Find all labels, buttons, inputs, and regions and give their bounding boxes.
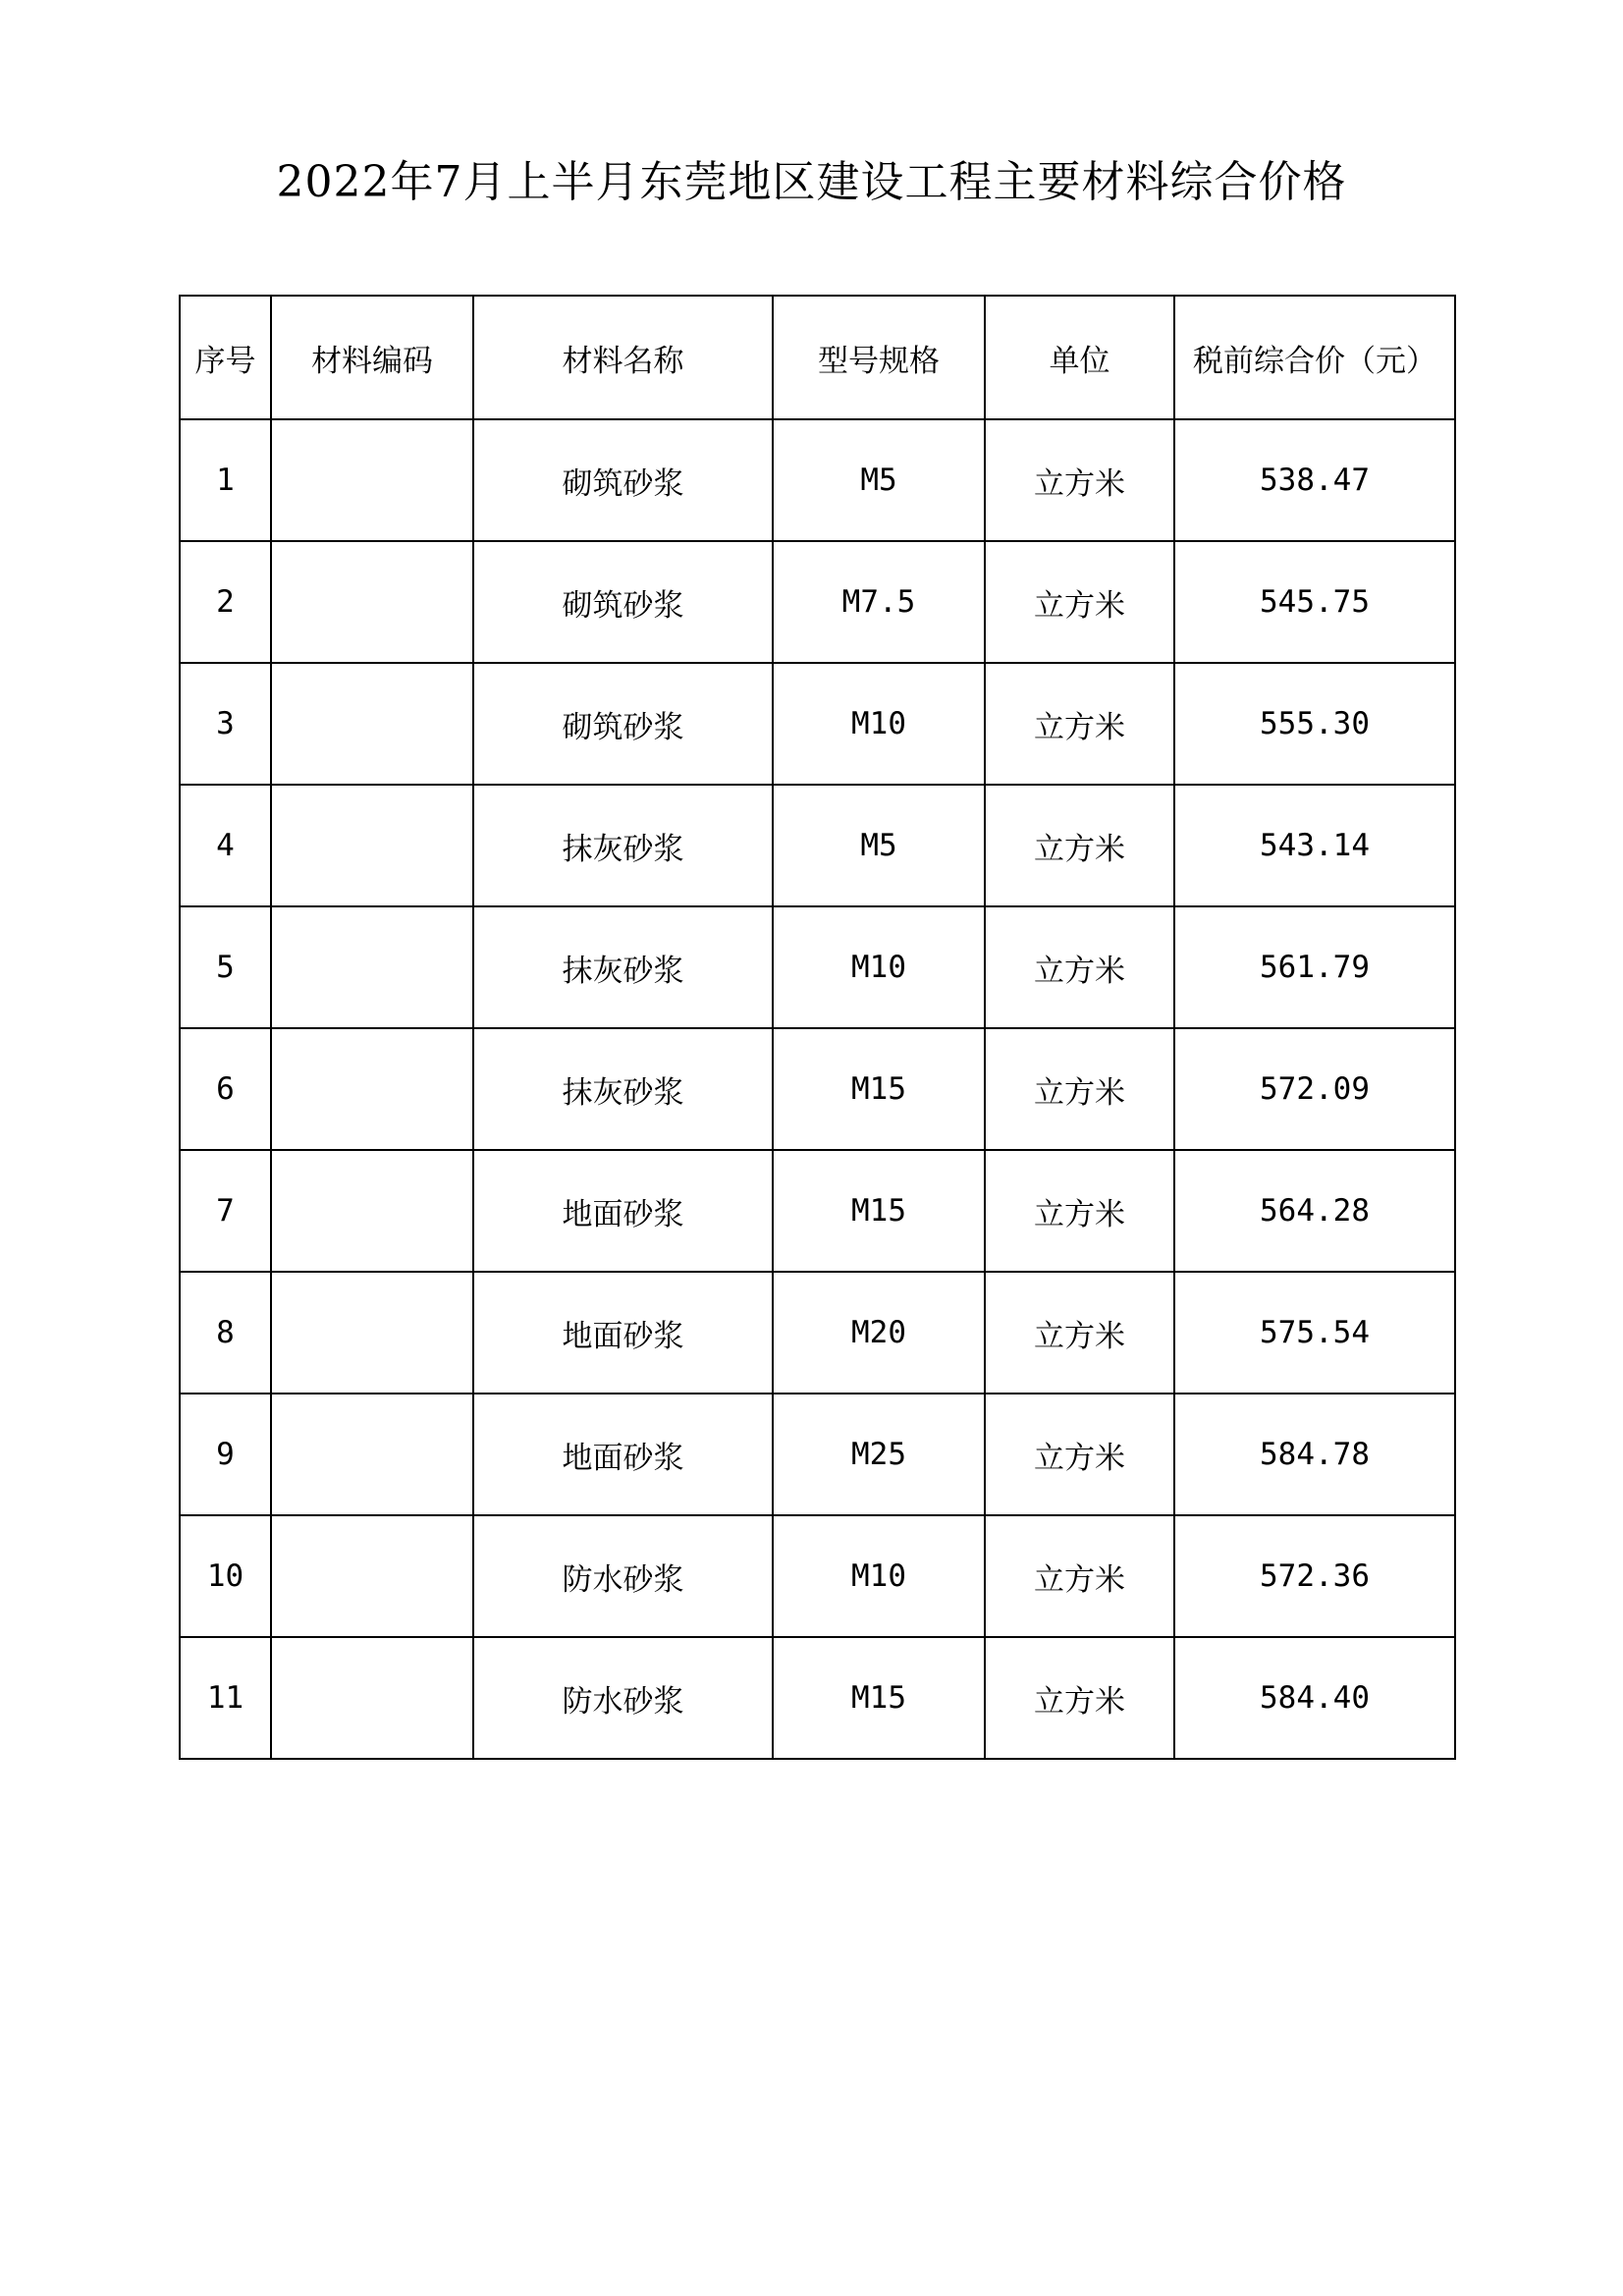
cell-unit: 立方米: [985, 1028, 1174, 1150]
cell-material-code: [271, 1394, 473, 1515]
cell-unit: 立方米: [985, 1272, 1174, 1394]
cell-material-name: 地面砂浆: [473, 1394, 773, 1515]
cell-model-spec: M5: [773, 785, 985, 906]
table-row: [180, 1272, 1455, 1394]
cell-model-spec: M10: [773, 663, 985, 785]
cell-serial-number: 1: [180, 419, 271, 541]
cell-pretax-price: 545.75: [1174, 541, 1455, 663]
cell-unit: 立方米: [985, 1515, 1174, 1637]
cell-unit: 立方米: [985, 1150, 1174, 1272]
header-model-spec: 型号规格: [773, 296, 985, 419]
price-table: [179, 295, 1456, 1760]
cell-material-code: [271, 785, 473, 906]
cell-model-spec: M10: [773, 906, 985, 1028]
cell-pretax-price: 584.78: [1174, 1394, 1455, 1515]
header-pretax-price: 税前综合价（元）: [1174, 296, 1455, 419]
cell-unit: 立方米: [985, 785, 1174, 906]
cell-pretax-price: 584.40: [1174, 1637, 1455, 1759]
table-row: [180, 1394, 1455, 1515]
cell-material-code: [271, 1150, 473, 1272]
table-body: [180, 419, 1455, 1759]
cell-pretax-price: 538.47: [1174, 419, 1455, 541]
table-row: [180, 1150, 1455, 1272]
cell-model-spec: M20: [773, 1272, 985, 1394]
cell-pretax-price: 561.79: [1174, 906, 1455, 1028]
cell-serial-number: 3: [180, 663, 271, 785]
cell-pretax-price: 572.36: [1174, 1515, 1455, 1637]
cell-model-spec: M15: [773, 1150, 985, 1272]
table-row: [180, 663, 1455, 785]
cell-model-spec: M7.5: [773, 541, 985, 663]
cell-material-name: 抹灰砂浆: [473, 785, 773, 906]
cell-material-name: 抹灰砂浆: [473, 1028, 773, 1150]
cell-pretax-price: 564.28: [1174, 1150, 1455, 1272]
cell-material-name: 地面砂浆: [473, 1272, 773, 1394]
cell-pretax-price: 543.14: [1174, 785, 1455, 906]
cell-model-spec: M15: [773, 1637, 985, 1759]
cell-material-name: 防水砂浆: [473, 1515, 773, 1637]
header-serial-number: 序号: [180, 296, 271, 419]
cell-model-spec: M10: [773, 1515, 985, 1637]
cell-material-code: [271, 1272, 473, 1394]
cell-model-spec: M25: [773, 1394, 985, 1515]
cell-serial-number: 7: [180, 1150, 271, 1272]
header-material-code: 材料编码: [271, 296, 473, 419]
cell-serial-number: 5: [180, 906, 271, 1028]
cell-model-spec: M5: [773, 419, 985, 541]
cell-pretax-price: 575.54: [1174, 1272, 1455, 1394]
cell-material-code: [271, 1515, 473, 1637]
cell-unit: 立方米: [985, 1637, 1174, 1759]
table-row: [180, 1028, 1455, 1150]
cell-pretax-price: 572.09: [1174, 1028, 1455, 1150]
cell-serial-number: 10: [180, 1515, 271, 1637]
table-header-row: [180, 296, 1455, 419]
cell-unit: 立方米: [985, 1394, 1174, 1515]
cell-material-name: 防水砂浆: [473, 1637, 773, 1759]
cell-pretax-price: 555.30: [1174, 663, 1455, 785]
table-row: [180, 1637, 1455, 1759]
cell-serial-number: 8: [180, 1272, 271, 1394]
table-row: [180, 1515, 1455, 1637]
cell-serial-number: 9: [180, 1394, 271, 1515]
cell-material-code: [271, 419, 473, 541]
cell-material-name: 砌筑砂浆: [473, 663, 773, 785]
cell-material-name: 地面砂浆: [473, 1150, 773, 1272]
cell-serial-number: 2: [180, 541, 271, 663]
cell-material-code: [271, 541, 473, 663]
cell-material-name: 抹灰砂浆: [473, 906, 773, 1028]
page-title: 2022年7月上半月东莞地区建设工程主要材料综合价格: [276, 157, 1347, 207]
cell-material-name: 砌筑砂浆: [473, 419, 773, 541]
table-row: [180, 419, 1455, 541]
cell-material-code: [271, 1028, 473, 1150]
cell-unit: 立方米: [985, 419, 1174, 541]
cell-serial-number: 11: [180, 1637, 271, 1759]
cell-unit: 立方米: [985, 541, 1174, 663]
cell-serial-number: 6: [180, 1028, 271, 1150]
cell-material-name: 砌筑砂浆: [473, 541, 773, 663]
table-row: [180, 906, 1455, 1028]
cell-serial-number: 4: [180, 785, 271, 906]
cell-material-code: [271, 663, 473, 785]
cell-unit: 立方米: [985, 906, 1174, 1028]
cell-material-code: [271, 1637, 473, 1759]
cell-material-code: [271, 906, 473, 1028]
cell-model-spec: M15: [773, 1028, 985, 1150]
table-row: [180, 785, 1455, 906]
cell-unit: 立方米: [985, 663, 1174, 785]
header-unit: 单位: [985, 296, 1174, 419]
header-material-name: 材料名称: [473, 296, 773, 419]
table-row: [180, 541, 1455, 663]
